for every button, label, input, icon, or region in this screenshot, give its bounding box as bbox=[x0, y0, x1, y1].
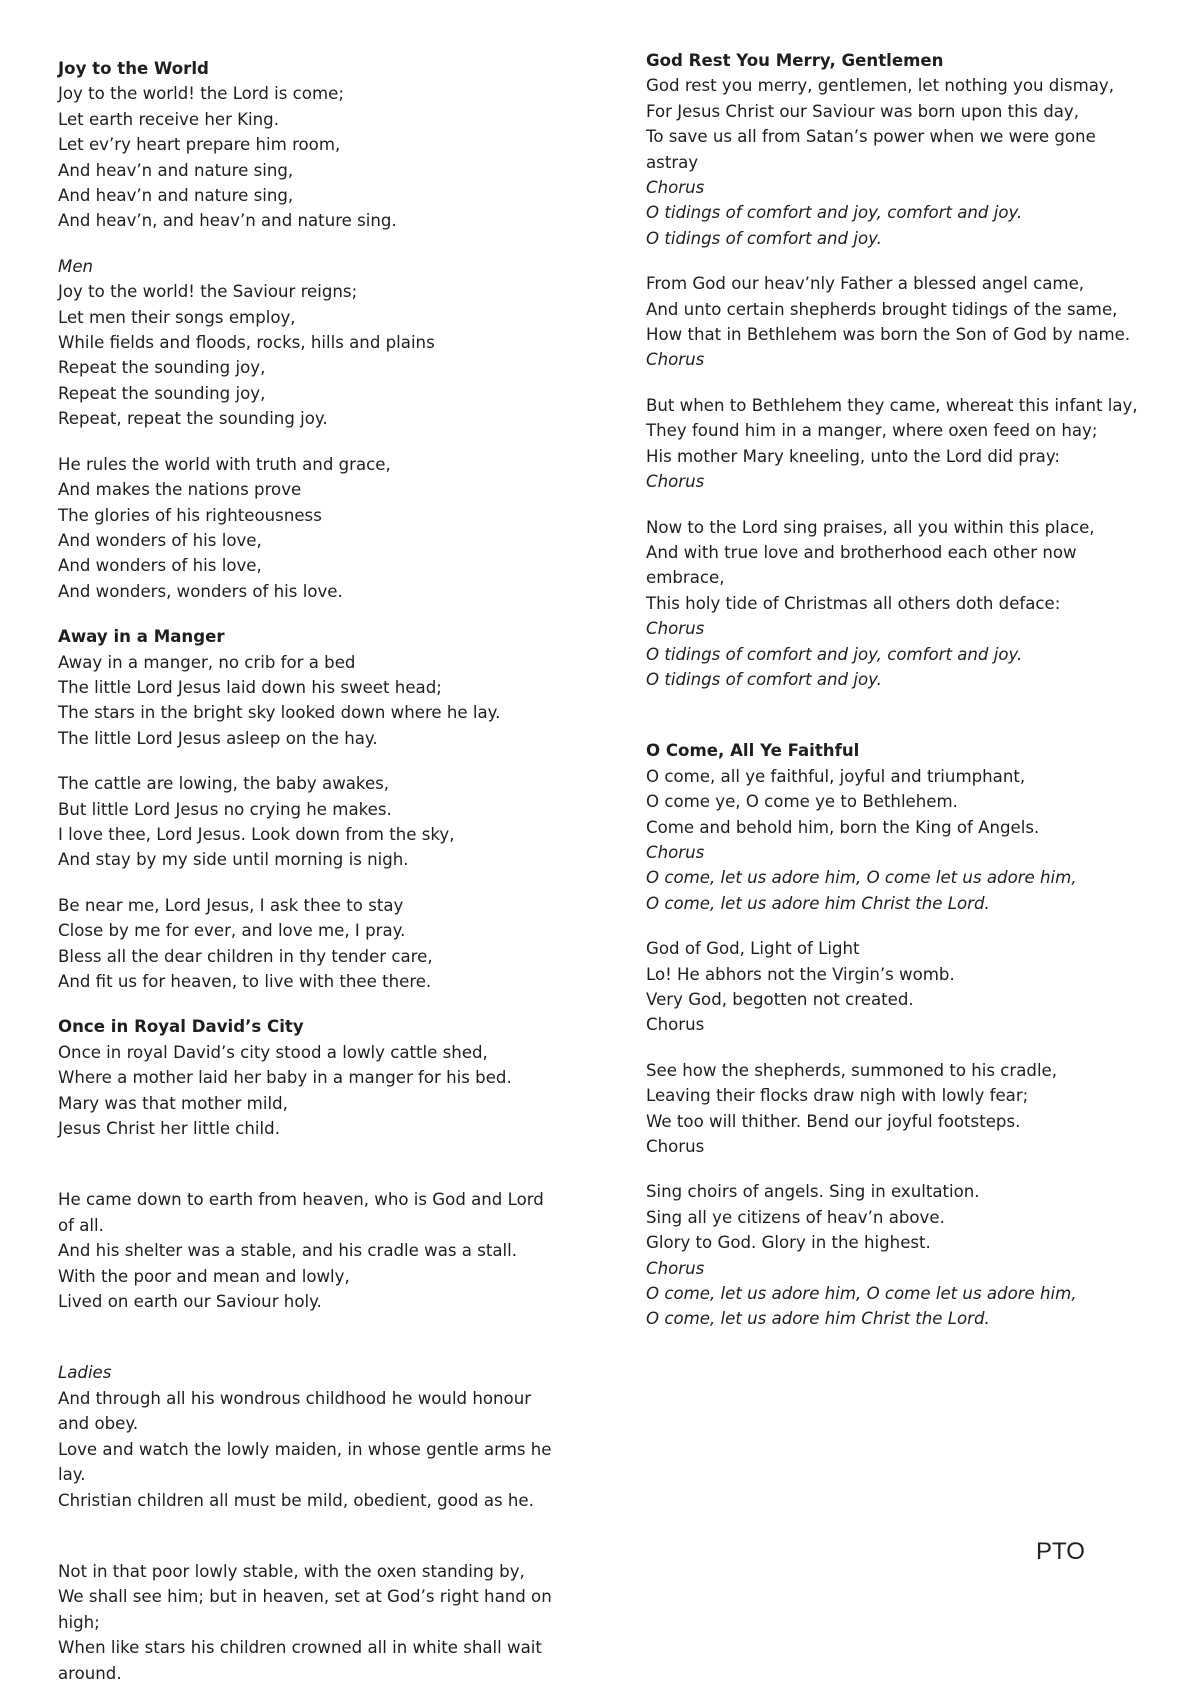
lyric-line: Let earth receive her King. bbox=[58, 109, 279, 129]
lyric-line: Bless all the dear children in thy tender care, bbox=[58, 946, 433, 966]
lyric-line: Sing choirs of angels. Sing in exultation. bbox=[646, 1182, 980, 1202]
lyric-line: And heav’n, and heav’n and nature sing. bbox=[58, 211, 397, 231]
lyric-line: And with true love and brotherhood each other now bbox=[646, 542, 1077, 562]
lyric-line: of all. bbox=[58, 1215, 104, 1235]
stanza-gap bbox=[646, 1159, 1166, 1179]
stanza-gap bbox=[646, 373, 1166, 393]
italic-line: Men bbox=[58, 256, 94, 276]
lyric-line: lay. bbox=[58, 1465, 86, 1485]
lyric-line: And wonders, wonders of his love. bbox=[58, 581, 343, 601]
lyric-line: The cattle are lowing, the baby awakes, bbox=[58, 774, 390, 794]
hymn-title: Joy to the World bbox=[58, 59, 209, 78]
italic-line: Ladies bbox=[58, 1363, 112, 1383]
stanza-gap bbox=[58, 432, 598, 452]
lyric-line: Come and behold him, born the King of Angels. bbox=[646, 817, 1040, 837]
italic-line: Chorus bbox=[646, 842, 705, 862]
lyric-line: This holy tide of Christmas all others doth deface: bbox=[646, 593, 1061, 613]
lyric-line: And wonders of his love, bbox=[58, 556, 262, 576]
lyric-line: God of God, Light of Light bbox=[646, 939, 860, 959]
lyric-line: Repeat, repeat the sounding joy. bbox=[58, 409, 328, 429]
right-column bbox=[646, 48, 1166, 1332]
lyric-line: When like stars his children crowned all in white shall wait bbox=[58, 1638, 542, 1658]
stanza-gap bbox=[58, 604, 598, 624]
lyric-line: Where a mother laid her baby in a manger for his bed. bbox=[58, 1068, 512, 1088]
lyric-line: For Jesus Christ our Saviour was born upon this day, bbox=[646, 101, 1080, 121]
lyric-line: His mother Mary kneeling, unto the Lord did pray: bbox=[646, 446, 1061, 466]
italic-line: O tidings of comfort and joy. bbox=[646, 228, 882, 248]
lyric-line: He rules the world with truth and grace, bbox=[58, 454, 391, 474]
lyric-line: Glory to God. Glory in the highest. bbox=[646, 1233, 931, 1253]
hymn-title: God Rest You Merry, Gentlemen bbox=[646, 51, 944, 70]
lyric-line: The little Lord Jesus laid down his sweet head; bbox=[58, 677, 442, 697]
lyric-line: Away in a manger, no crib for a bed bbox=[58, 652, 356, 672]
lyric-line: The stars in the bright sky looked down where he lay. bbox=[58, 703, 501, 723]
lyric-line: Repeat the sounding joy, bbox=[58, 358, 266, 378]
section-gap bbox=[58, 1141, 598, 1187]
lyric-line: Once in royal David’s city stood a lowly cattle shed, bbox=[58, 1042, 488, 1062]
lyric-line: around. bbox=[58, 1663, 122, 1683]
stanza-gap bbox=[646, 495, 1166, 515]
hymn-title: Away in a Manger bbox=[58, 627, 225, 647]
lyric-line: The glories of his righteousness bbox=[58, 505, 322, 525]
stanza-gap bbox=[646, 916, 1166, 936]
stanza-gap bbox=[58, 873, 598, 893]
section-gap bbox=[58, 1513, 598, 1559]
lyric-line: I love thee, Lord Jesus. Look down from the sky, bbox=[58, 824, 455, 844]
left-column bbox=[58, 56, 598, 1686]
lyric-line: With the poor and mean and lowly, bbox=[58, 1266, 350, 1286]
lyric-line: But little Lord Jesus no crying he makes. bbox=[58, 799, 392, 819]
lyric-line: The little Lord Jesus asleep on the hay. bbox=[58, 728, 378, 748]
lyric-line: See how the shepherds, summoned to his cradle, bbox=[646, 1060, 1058, 1080]
lyric-line: And stay by my side until morning is nigh. bbox=[58, 850, 409, 870]
lyric-line: Sing all ye citizens of heav’n above. bbox=[646, 1207, 945, 1227]
stanza-gap bbox=[58, 751, 598, 771]
italic-line: O come, let us adore him Christ the Lord. bbox=[646, 1309, 990, 1329]
lyric-line: How that in Bethlehem was born the Son of God by name. bbox=[646, 325, 1131, 345]
hymn-title: Once in Royal David’s City bbox=[58, 1017, 304, 1037]
lyric-line: And his shelter was a stable, and his cradle was a stall. bbox=[58, 1241, 518, 1261]
lyric-line: Lo! He abhors not the Virgin’s womb. bbox=[646, 964, 955, 984]
lyric-line: embrace, bbox=[646, 568, 725, 588]
lyric-line: Chorus bbox=[646, 1137, 705, 1157]
lyric-line: And makes the nations prove bbox=[58, 480, 302, 500]
lyric-line: Christian children all must be mild, obedient, good as he. bbox=[58, 1490, 534, 1510]
stanza-gap bbox=[58, 234, 598, 254]
lyric-line: And heav’n and nature sing, bbox=[58, 160, 294, 180]
lyric-line: Joy to the world! the Saviour reigns; bbox=[58, 282, 358, 302]
italic-line: O come, let us adore him, O come let us adore him, bbox=[646, 868, 1077, 888]
lyric-line: While fields and floods, rocks, hills and plains bbox=[58, 333, 435, 353]
lyric-line: To save us all from Satan’s power when we were gone bbox=[646, 127, 1096, 147]
italic-line: O tidings of comfort and joy, comfort and joy. bbox=[646, 203, 1023, 223]
lyric-line: Not in that poor lowly stable, with the oxen standing by, bbox=[58, 1561, 525, 1581]
italic-line: Chorus bbox=[646, 1258, 705, 1278]
italic-line: O tidings of comfort and joy, comfort and joy. bbox=[646, 644, 1023, 664]
lyric-line: Love and watch the lowly maiden, in whose gentle arms he bbox=[58, 1439, 552, 1459]
italic-line: Chorus bbox=[646, 350, 705, 370]
lyric-line: From God our heav’nly Father a blessed angel came, bbox=[646, 274, 1085, 294]
lyric-line: They found him in a manger, where oxen feed on hay; bbox=[646, 421, 1098, 441]
lyric-line: and obey. bbox=[58, 1414, 139, 1434]
lyric-line: Mary was that mother mild, bbox=[58, 1093, 288, 1113]
lyric-line: Repeat the sounding joy, bbox=[58, 383, 266, 403]
lyric-line: But when to Bethlehem they came, whereat this infant lay, bbox=[646, 395, 1138, 415]
lyric-line: God rest you merry, gentlemen, let nothing you dismay, bbox=[646, 76, 1115, 96]
lyric-line: And fit us for heaven, to live with thee there. bbox=[58, 972, 432, 991]
lyric-line: And heav’n and nature sing, bbox=[58, 186, 294, 206]
pto-label: PTO bbox=[1036, 1538, 1085, 1565]
italic-line: Chorus bbox=[646, 472, 705, 492]
hymn-title: O Come, All Ye Faithful bbox=[646, 741, 860, 761]
italic-line: O tidings of comfort and joy. bbox=[646, 669, 882, 689]
stanza-gap bbox=[58, 994, 598, 1014]
stanza-gap bbox=[646, 251, 1166, 271]
lyric-line: He came down to earth from heaven, who is God and Lord bbox=[58, 1190, 544, 1210]
lyric-line: Let ev’ry heart prepare him room, bbox=[58, 135, 341, 155]
lyric-line: And unto certain shepherds brought tidings of the same, bbox=[646, 299, 1118, 319]
lyric-line: We shall see him; but in heaven, set at God’s right hand on bbox=[58, 1587, 552, 1607]
section-gap bbox=[646, 692, 1166, 738]
lyric-line: Jesus Christ her little child. bbox=[58, 1119, 280, 1139]
lyric-line: And through all his wondrous childhood he would honour bbox=[58, 1388, 532, 1408]
lyric-line: O come ye, O come ye to Bethlehem. bbox=[646, 792, 958, 812]
lyric-line: Joy to the world! the Lord is come; bbox=[58, 84, 344, 104]
lyric-line: And wonders of his love, bbox=[58, 530, 262, 550]
lyric-line: We too will thither. Bend our joyful footsteps. bbox=[646, 1111, 1021, 1131]
italic-line: O come, let us adore him, O come let us adore him, bbox=[646, 1284, 1077, 1304]
section-gap bbox=[58, 1314, 598, 1360]
lyric-line: O come, all ye faithful, joyful and triumphant, bbox=[646, 766, 1026, 786]
lyric-line: Lived on earth our Saviour holy. bbox=[58, 1292, 322, 1312]
lyric-line: astray bbox=[646, 152, 699, 172]
lyric-line: Chorus bbox=[646, 1015, 705, 1035]
lyric-line: Be near me, Lord Jesus, I ask thee to stay bbox=[58, 895, 404, 915]
lyric-line: high; bbox=[58, 1612, 100, 1632]
lyric-line: Close by me for ever, and love me, I pray. bbox=[58, 921, 406, 941]
italic-line: Chorus bbox=[646, 619, 705, 639]
stanza-gap bbox=[646, 1038, 1166, 1058]
lyric-line: Now to the Lord sing praises, all you within this place, bbox=[646, 517, 1095, 537]
lyric-line: Let men their songs employ, bbox=[58, 307, 296, 327]
lyric-line: Leaving their flocks draw nigh with lowly fear; bbox=[646, 1086, 1029, 1106]
italic-line: Chorus bbox=[646, 178, 705, 198]
italic-line: O come, let us adore him Christ the Lord. bbox=[646, 893, 990, 913]
lyric-line: Very God, begotten not created. bbox=[646, 990, 914, 1009]
